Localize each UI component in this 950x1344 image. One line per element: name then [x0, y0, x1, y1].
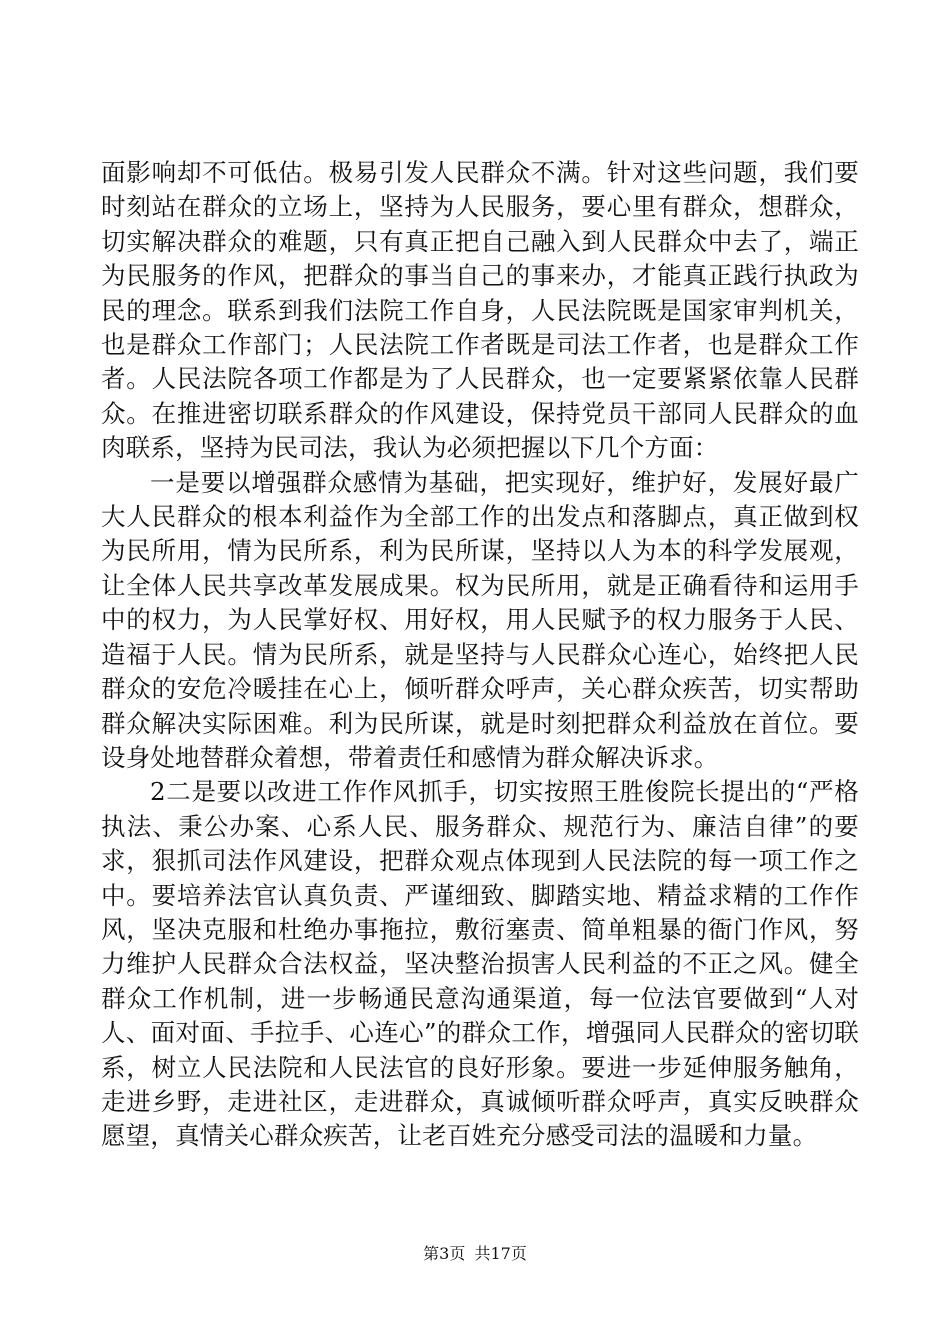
page-total: 共17页 — [474, 1244, 527, 1263]
document-body — [101, 156, 859, 1154]
paragraph-3: 2二是要以改进工作作风抓手，切实按照王胜俊院长提出的“严格执法、秉公办案、心系人民、服务群众、规范行为、廉洁自律”的要求，狠抓司法作风建设，把群众观点体现到人民法院的每一项工作之中。要培养法官认真负责、严谨细致、脚踏实地、精益求精的工作作风，坚决克服和杜绝办事拖拉，敷衍塞责、简单粗暴的衙门作风，努力维护人民群众合法权益，坚决整治损害人民利益的不正之风。健全群众工作机制，进一步畅通民意沟通渠道，每一位法官要做到“人对人、面对面、手拉手、心连心”的群众工作，增强同人民群众的密切联系，树立人民法院和人民法官的良好形象。要进一步延伸服务触角，走进乡野，走进社区，走进群众，真诚倾听群众呼声，真实反映群众愿望，真情关心群众疾苦，让老百姓充分感受司法的温暖和力量。 — [101, 777, 859, 1151]
page-number: 第3页 — [423, 1244, 466, 1263]
paragraph-1: 面影响却不可低估。极易引发人民群众不满。针对这些问题，我们要时刻站在群众的立场上，坚持为人民服务，要心里有群众，想群众，切实解决群众的难题，只有真正把自己融入到人民群众中去了，端正为民服务的作风，把群众的事当自己的事来办，才能真正践行执政为民的理念。联系到我们法院工作自身，人民法院既是国家审判机关，也是群众工作部门；人民法院工作者既是司法工作者，也是群众工作者。人民法院各项工作都是为了人民群众，也一定要紧紧依靠人民群众。在推进密切联系群众的作风建设，保持党员干部同人民群众的血肉联系，坚持为民司法，我认为必须把握以下几个方面： — [101, 158, 859, 463]
page-footer — [0, 1244, 950, 1264]
paragraph-2: 一是要以增强群众感情为基础，把实现好，维护好，发展好最广大人民群众的根本利益作为全部工作的出发点和落脚点，真正做到权为民所用，情为民所系，利为民所谋，坚持以人为本的科学发展观，让全体人民共享改革发展成果。权为民所用，就是正确看待和运用手中的权力，为人民掌好权、用好权，用人民赋予的权力服务于人民、造福于人民。情为民所系，就是坚持与人民群众心连心，始终把人民群众的安危冷暖挂在心上，倾听群众呼声，关心群众疾苦，切实帮助群众解决实际困难。利为民所谋，就是时刻把群众利益放在首位。要设身处地替群众着想，带着责任和感情为群众解决诉求。 — [101, 467, 859, 772]
